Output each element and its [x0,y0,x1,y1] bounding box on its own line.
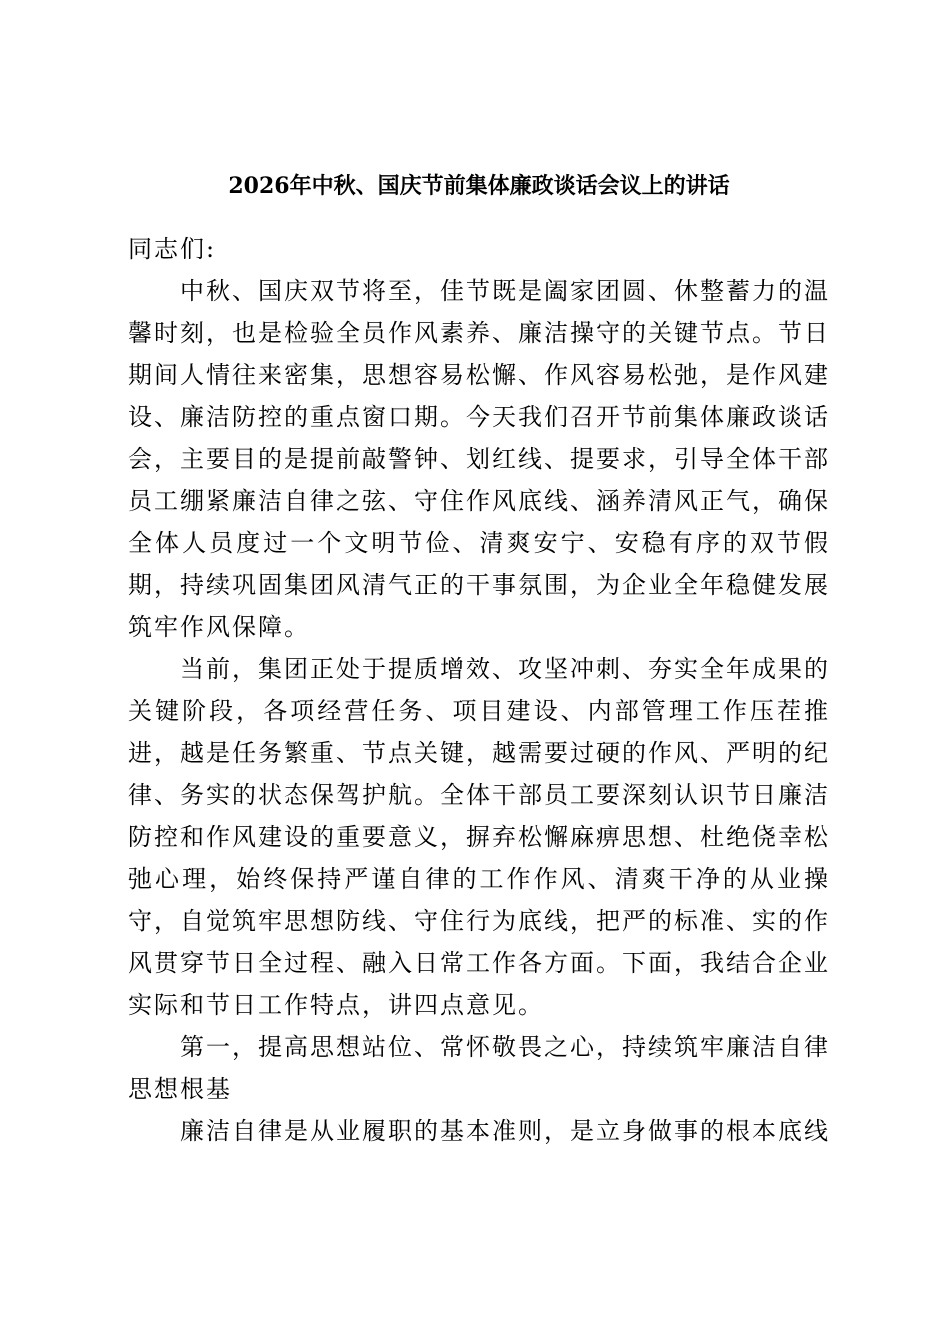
section-heading-first: 第一，提高思想站位、常怀敬畏之心，持续筑牢廉洁自律思想根基 [128,1033,830,1103]
paragraph-current-situation: 当前，集团正处于提质增效、攻坚冲刺、夯实全年成果的关键阶段，各项经营任务、项目建设、内部管理工作压茬推进，越是任务繁重、节点关键，越需要过硬的作风、严明的纪律、务实的状态保驾护航。全体干部员工要深刻认识节日廉洁防控和作风建设的重要意义，摒弃松懈麻痹思想、杜绝侥幸松弛心理，始终保持严谨自律的工作作风、清爽干净的从业操守，自觉筑牢思想防线、守住行为底线，把严的标准、实的作风贯穿节日全过程、融入日常工作各方面。下面，我结合企业实际和节日工作特点，讲四点意见。 [128,655,830,1019]
paragraph-intro: 中秋、国庆双节将至，佳节既是阖家团圆、休整蓄力的温馨时刻，也是检验全员作风素养、廉洁操守的关键节点。节日期间人情往来密集，思想容易松懈、作风容易松弛，是作风建设、廉洁防控的重点窗口期。今天我们召开节前集体廉政谈话会，主要目的是提前敲警钟、划红线、提要求，引导全体干部员工绷紧廉洁自律之弦、守住作风底线、涵养清风正气，确保全体人员度过一个文明节俭、清爽安宁、安稳有序的双节假期，持续巩固集团风清气正的干事氛围，为企业全年稳健发展筑牢作风保障。 [128,277,830,641]
salutation: 同志们: [128,235,217,263]
document-body [128,228,830,1152]
document-title: 2026年中秋、国庆节前集体廉政谈话会议上的讲话 [228,173,730,199]
paragraph-first-section: 廉洁自律是从业履职的基本准则，是立身做事的根本底线 [180,1117,830,1145]
